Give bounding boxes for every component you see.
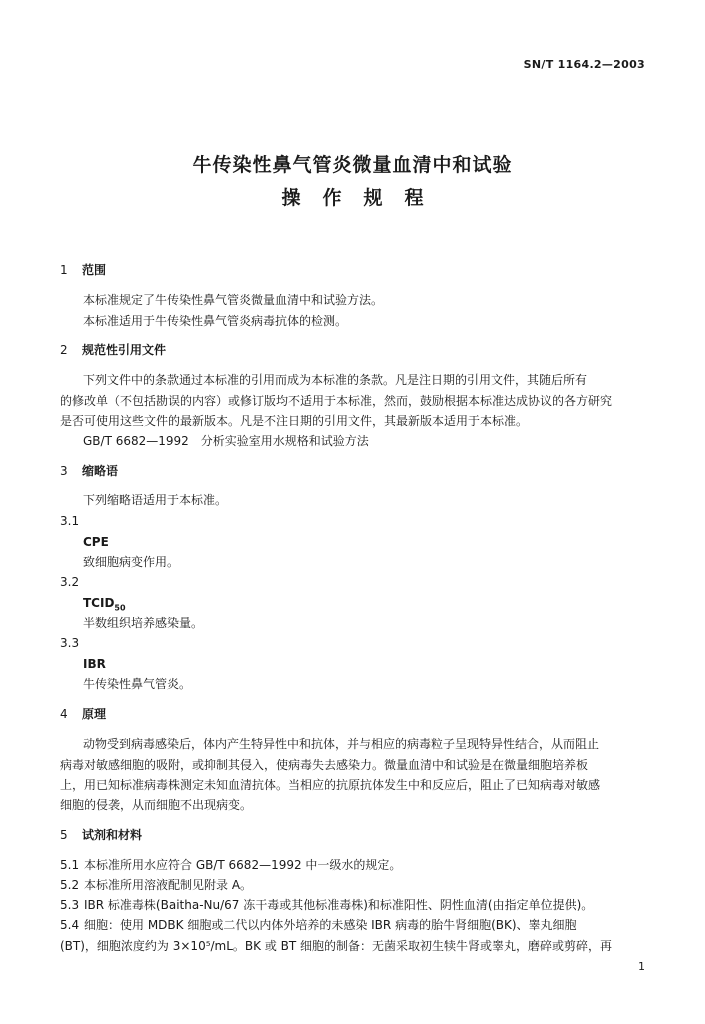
list-item: 5.2 本标准所用溶液配制见附录 A。: [60, 878, 253, 892]
paragraph: 下列缩略语适用于本标准。: [83, 493, 228, 507]
reference-item: GB/T 6682—1992 分析实验室用水规格和试验方法: [83, 434, 369, 448]
paragraph: 本标准规定了牛传染性鼻气管炎微量血清中和试验方法。: [83, 293, 384, 307]
document-title: 牛传染性鼻气管炎微量血清中和试验: [192, 154, 513, 176]
abbreviation-term: IBR: [83, 657, 106, 671]
paragraph: 细胞的侵袭，从而细胞不出现病变。: [60, 798, 253, 812]
section-heading-2: 2 规范性引用文件: [60, 343, 167, 357]
section-heading-5: 5 试剂和材料: [60, 828, 143, 842]
subsection-number: 3.3: [60, 636, 80, 650]
paragraph: 本标准适用于牛传染性鼻气管炎病毒抗体的检测。: [83, 314, 348, 328]
list-item: 5.4 细胞：使用 MDBK 细胞或二代以内体外培养的未感染 IBR 病毒的胎牛肾细胞(BK)、睾丸细胞: [60, 918, 577, 932]
paragraph: 动物受到病毒感染后，体内产生特异性中和抗体，并与相应的病毒粒子呈现特异性结合，从而阻止: [83, 737, 600, 751]
abbreviation-definition: 致细胞病变作用。: [83, 555, 180, 569]
paragraph: (BT)，细胞浓度约为 3×10⁵/mL。BK 或 BT 细胞的制备：无菌采取初生犊牛肾或睾丸，磨碎或剪碎，再: [60, 939, 613, 953]
paragraph: 的修改单（不包括勘误的内容）或修订版均不适用于本标准，然而，鼓励根据本标准达成协议的各方研究: [60, 394, 613, 408]
section-heading-4: 4 原理: [60, 707, 107, 721]
document-subtitle: 操作规程: [281, 187, 446, 209]
paragraph: 是否可使用这些文件的最新版本。凡是不注日期的引用文件，其最新版本适用于本标准。: [60, 414, 529, 428]
standard-number: SN/T 1164.2—2003: [523, 58, 645, 71]
section-heading-3: 3 缩略语: [60, 464, 119, 478]
paragraph: 下列文件中的条款通过本标准的引用而成为本标准的条款。凡是注日期的引用文件，其随后所有: [83, 373, 588, 387]
subsection-number: 3.1: [60, 514, 80, 528]
paragraph: 病毒对敏感细胞的吸附，或抑制其侵入，使病毒失去感染力。微量血清中和试验是在微量细胞培养板: [60, 758, 589, 772]
paragraph: 上，用已知标准病毒株测定未知血清抗体。当相应的抗原抗体发生中和反应后，阻止了已知病毒对敏感: [60, 778, 601, 792]
abbreviation-term: CPE: [83, 535, 109, 549]
section-heading-1: 1 范围: [60, 263, 107, 277]
list-item: 5.3 IBR 标准毒株(Baitha-Nu/67 冻干毒或其他标准毒株)和标准阳性、阴性血清(由指定单位提供)。: [60, 898, 594, 912]
list-item: 5.1 本标准所用水应符合 GB/T 6682—1992 中一级水的规定。: [60, 858, 402, 872]
abbreviation-term: $TCID_{50}$: [83, 596, 126, 613]
subsection-number: 3.2: [60, 575, 80, 589]
page-number: 1: [638, 960, 645, 973]
abbreviation-definition: 半数组织培养感染量。: [83, 616, 204, 630]
abbreviation-definition: 牛传染性鼻气管炎。: [83, 677, 192, 691]
